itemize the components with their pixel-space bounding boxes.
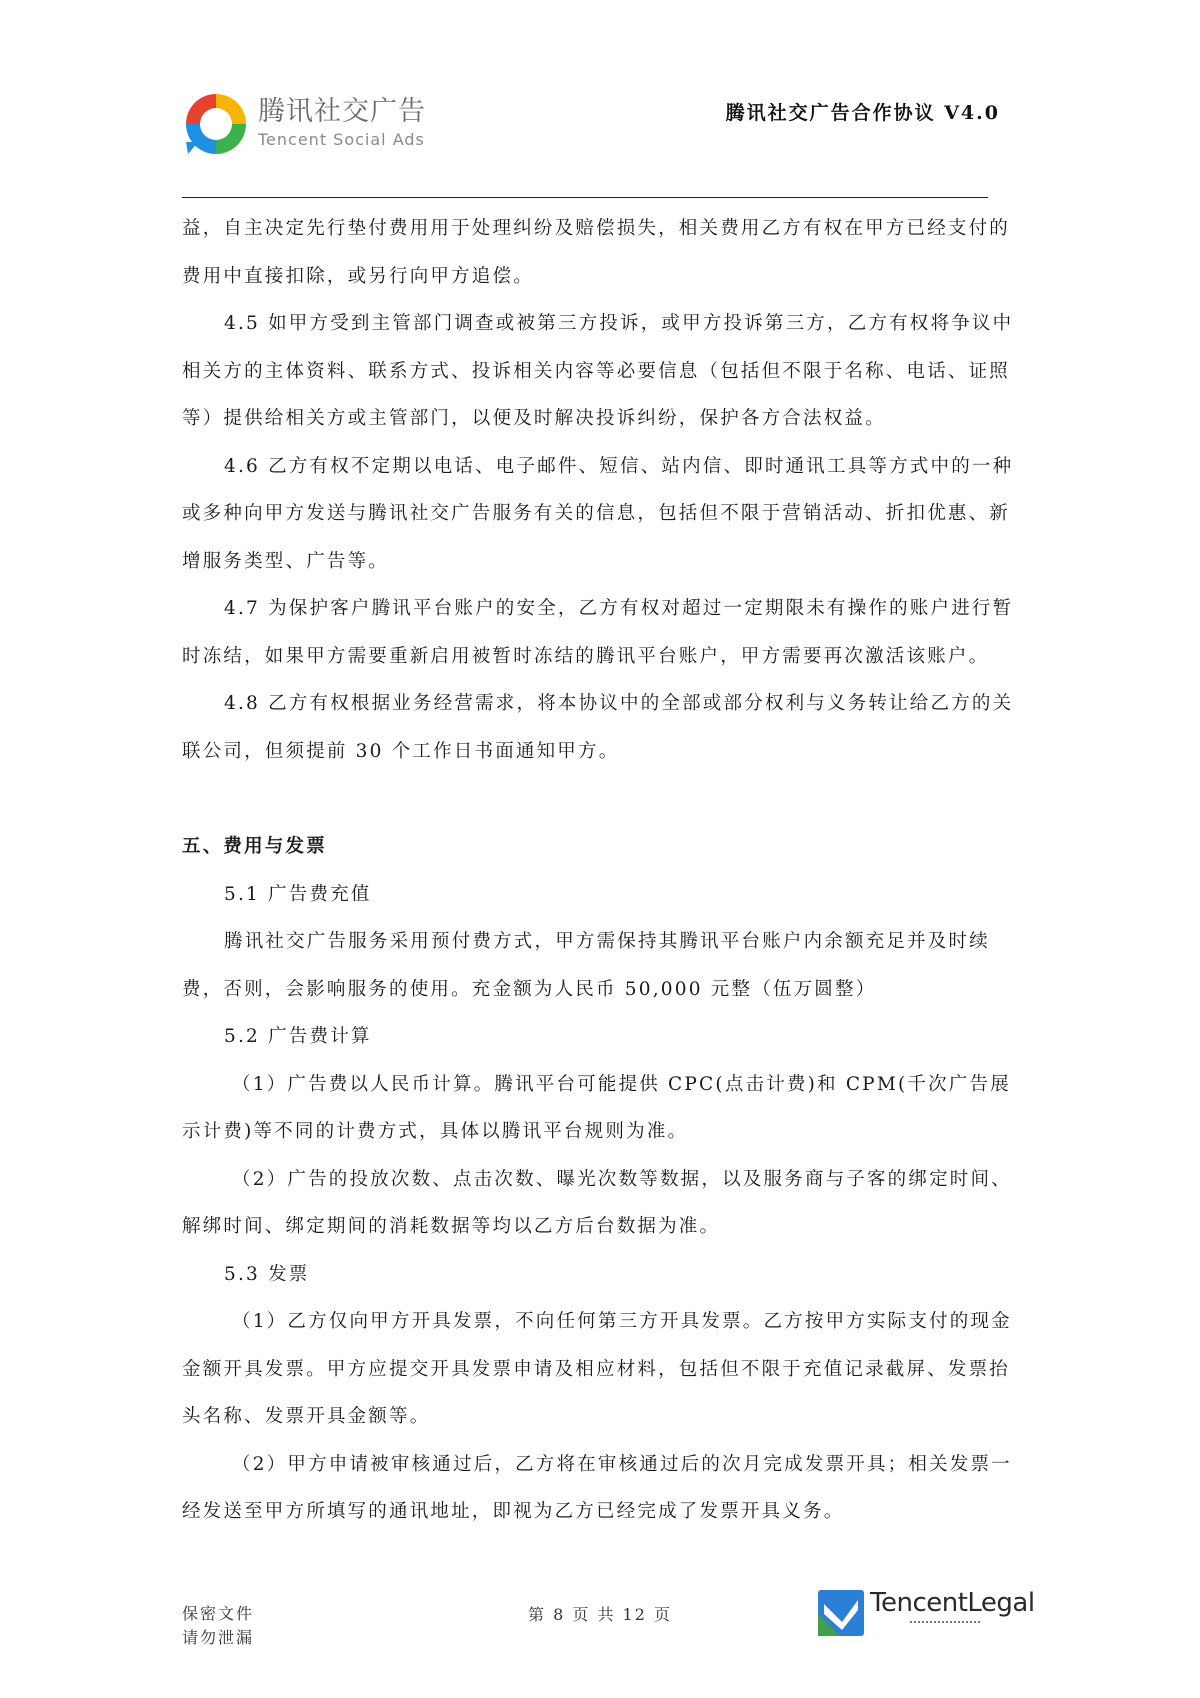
clause-5-1-title: 5.1 广告费充值 <box>224 883 372 905</box>
page-number: 第 8 页 共 12 页 <box>528 1605 672 1624</box>
clause-4-8: 4.8 乙方有权根据业务经营需求，将本协议中的全部或部分权利与义务转让给乙方的关联公司，但须提前 30 个工作日书面通知甲方。 <box>182 693 1014 762</box>
clause-4-7: 4.7 为保护客户腾讯平台账户的安全，乙方有权对超过一定期限未有操作的账户进行暂时冻结，如果甲方需要重新启用被暂时冻结的腾讯平台账户，甲方需要再次激活该账户。 <box>182 598 1014 667</box>
clause-5-2-item-2: （2）广告的投放次数、点击次数、曝光次数等数据，以及服务商与子客的绑定时间、解绑时间、绑定期间的消耗数据等均以乙方后台数据为准。 <box>182 1168 1012 1237</box>
tencent-legal-logo <box>818 1588 1035 1640</box>
paragraph-continuation: 益，自主决定先行垫付费用用于处理纠纷及赔偿损失，相关费用乙方有权在甲方已经支付的费用中直接扣除，或另行向甲方追偿。 <box>182 218 1011 287</box>
clause-5-2-title: 5.2 广告费计算 <box>224 1026 372 1047</box>
document-title: 腾讯社交广告合作协议 V4.0 <box>725 102 1000 124</box>
brand-name-en: Tencent Social Ads <box>258 130 425 149</box>
clause-5-3-title: 5.3 发票 <box>224 1263 310 1285</box>
clause-5-2-item-1: （1）广告费以人民币计算。腾讯平台可能提供 CPC(点击计费)和 CPM(千次广告展示计费)等不同的计费方式，具体以腾讯平台规则为准。 <box>182 1073 1011 1142</box>
legal-logo-subtext <box>910 1621 980 1629</box>
brand-name-cn: 腾讯社交广告 <box>258 96 426 127</box>
confidential-line-2: 请勿泄漏 <box>182 1628 255 1647</box>
clause-4-5: 4.5 如甲方受到主管部门调查或被第三方投诉，或甲方投诉第三方，乙方有权将争议中相关方的主体资料、联系方式、投诉相关内容等必要信息（包括但不限于名称、电话、证照等）提供给相关方或主管部门，以便及时解决投诉纠纷，保护各方合法权益。 <box>182 313 1014 429</box>
clause-4-6: 4.6 乙方有权不定期以电话、电子邮件、短信、站内信、即时通讯工具等方式中的一种或多种向甲方发送与腾讯社交广告服务有关的信息，包括但不限于营销活动、折扣优惠、新增服务类型、广告等。 <box>182 455 1014 572</box>
section-5-heading: 五、费用与发票 <box>182 836 327 857</box>
tencent-social-ads-logo-icon <box>182 90 250 158</box>
clause-5-3-item-2: （2）甲方申请被审核通过后，乙方将在审核通过后的次月完成发票开具；相关发票一经发送至甲方所填写的通讯地址，即视为乙方已经完成了发票开具义务。 <box>182 1453 1012 1522</box>
document-body <box>182 205 1022 1536</box>
tencent-legal-wordmark: TencentLegal <box>870 1588 1035 1618</box>
tencent-legal-mark-icon <box>818 1590 864 1636</box>
clause-5-3-item-1: （1）乙方仅向甲方开具发票，不向任何第三方开具发票。乙方按甲方实际支付的现金金额开具发票。甲方应提交开具发票申请及相应材料，包括但不限于充值记录截屏、发票抬头名称、发票开具金额等。 <box>182 1311 1012 1427</box>
header-divider <box>182 197 988 198</box>
brand <box>258 96 426 150</box>
confidential-line-1: 保密文件 <box>182 1604 255 1623</box>
clause-5-1-text: 腾讯社交广告服务采用预付费方式，甲方需保持其腾讯平台账户内余额充足并及时续费，否则，会影响服务的使用。充金额为人民币 50,000 元整（伍万圆整） <box>182 931 990 1000</box>
